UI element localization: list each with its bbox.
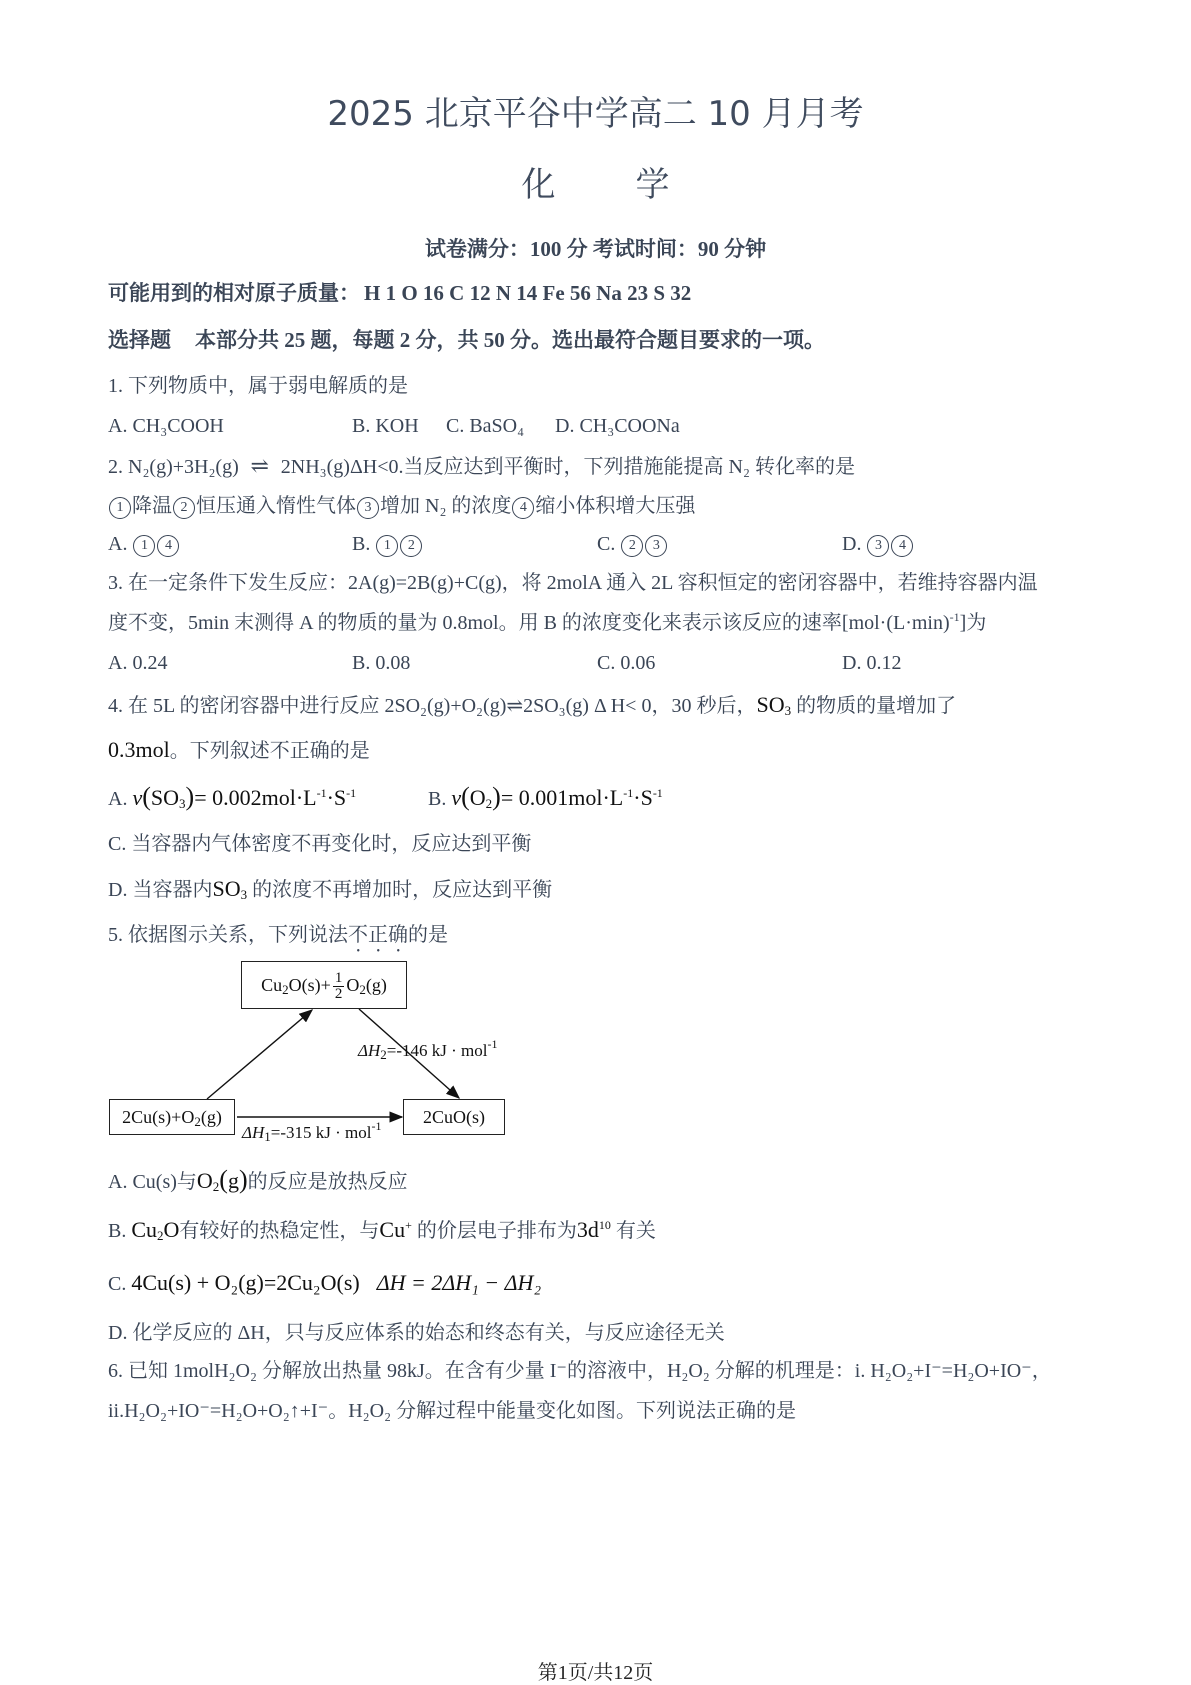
subject-title <box>0 163 1191 207</box>
section-desc: 本部分共 25 题，每题 2 分，共 50 分。选出最符合题目要求的一项。 <box>195 328 825 352</box>
q3-option-d[interactable]: D. 0.12 <box>842 652 902 674</box>
q5-c-enthalpy: ΔH = 2ΔH₁ − ΔH₂ <box>376 1270 542 1295</box>
option-label: D. <box>842 533 862 555</box>
circled-number-icon: 4 <box>157 535 179 557</box>
option-label: B. <box>428 788 447 810</box>
measure-4: 缩小体积增大压强 <box>535 495 696 517</box>
section-header <box>108 327 825 353</box>
q3-unit-exp: -1 <box>949 610 960 624</box>
circled-number-icon: 3 <box>867 535 889 557</box>
option-label: A. <box>108 533 128 555</box>
option-label: A. <box>108 788 128 810</box>
q4-option-a-formula: $v(SO_3)= 0.002mol\cdot L^{-1}\cdot S^{-1}$ <box>132 782 357 811</box>
q5-b-species: $Cu_2O$ <box>131 1217 180 1243</box>
q5-b-config: $3d^{10}$ <box>576 1217 611 1242</box>
q3-option-b[interactable]: B. 0.08 <box>352 652 411 674</box>
question-2-stem <box>108 453 855 480</box>
q5-a-post: 的反应是放热反应 <box>247 1171 408 1193</box>
circled-number-icon: 2 <box>621 535 643 557</box>
q4-d-post: 的浓度不再增加时，反应达到平衡 <box>252 879 553 901</box>
q5-a-pre: A. Cu(s)与 <box>108 1171 197 1193</box>
q4-line1-tail: 的物质的量增加了 <box>796 695 957 717</box>
atomic-mass-values: H 1 O 16 C 12 N 14 Fe 56 Na 23 S 32 <box>364 281 692 305</box>
q2-option-c[interactable] <box>597 531 668 557</box>
option-label: B. <box>352 533 371 555</box>
atomic-mass-line <box>108 280 691 306</box>
q4-species: $SO_3$ <box>756 692 792 718</box>
q5-stem-post: 的是 <box>408 924 448 946</box>
circled-number-icon: 4 <box>512 497 534 519</box>
circled-number-icon: 1 <box>133 535 155 557</box>
q4-option-b-formula: $v(O_2)= 0.001mol\cdot L^{-1}\cdot S^{-1}$ <box>451 782 663 811</box>
q2-option-a[interactable] <box>108 531 180 557</box>
q1-option-d[interactable]: D. CH₃COONa <box>555 415 680 437</box>
q1-option-a[interactable]: A. CH₃COOH <box>108 415 224 437</box>
q5-c-equation: 4Cu(s) + O₂(g)=2Cu₂O(s) <box>131 1270 360 1295</box>
circled-number-icon: 1 <box>376 535 398 557</box>
circled-number-icon: 3 <box>645 535 667 557</box>
q5-b-ion: Cu+ <box>379 1217 412 1242</box>
q4-d-species: $SO_3$ <box>212 876 248 902</box>
q4-option-d[interactable] <box>108 876 552 903</box>
question-5-stem <box>108 922 448 957</box>
question-3-stem-line2 <box>108 610 986 636</box>
circled-number-icon: 3 <box>357 497 379 519</box>
q3-option-a[interactable]: A. 0.24 <box>108 652 168 674</box>
q4-d-pre: D. 当容器内 <box>108 879 213 901</box>
q4-option-a[interactable] <box>108 784 356 812</box>
question-1-stem: 1. 下列物质中，属于弱电解质的是 <box>108 375 408 397</box>
q4-line1-text: 4. 在 5L 的密闭容器中进行反应 2SO₂(g)+O₂(g)⇌2SO₃(g) Δ H< 0，30 秒后， <box>108 695 757 717</box>
q4-option-b[interactable] <box>428 784 663 812</box>
delta-h2-label: $\Delta H_2=-146$ kJ · mol$^{-1}$ <box>358 1037 498 1062</box>
q5-a-species: $O_2(g)$ <box>196 1165 248 1194</box>
q5-option-b[interactable] <box>108 1217 656 1244</box>
q4-option-c[interactable]: C. 当容器内气体密度不再变化时，反应达到平衡 <box>108 833 532 855</box>
q2-measures <box>108 493 695 519</box>
q5-option-c[interactable] <box>108 1270 541 1297</box>
q1-option-b[interactable]: B. KOH <box>352 415 419 437</box>
q2-stem-text: 2NH₃(g)ΔH<0.当反应达到平衡时，下列措施能提高 N₂ 转化率的是 <box>280 456 855 478</box>
option-label: C. <box>108 1273 127 1295</box>
q2-reactants: 2. N₂(g)+3H₂(g) <box>108 456 239 478</box>
subject-char-1: 化 <box>521 165 556 205</box>
q5-b-mid: 有较好的热稳定性，与 <box>179 1220 380 1242</box>
question-3-stem-line1: 3. 在一定条件下发生反应：2A(g)=2B(g)+C(g)，将 2molA 通入 2L 容积恒定的密闭容器中，若维持容器内温 <box>108 572 1038 594</box>
question-6-line2: ii.H₂O₂+IO⁻=H₂O+O₂↑+I⁻。H₂O₂ 分解过程中能量变化如图。下列说法正确的是 <box>108 1400 797 1422</box>
subject-char-2: 学 <box>635 165 670 205</box>
q3-option-c[interactable]: C. 0.06 <box>597 652 656 674</box>
circled-number-icon: 2 <box>173 497 195 519</box>
section-title: 选择题 <box>108 328 171 352</box>
q2-option-b[interactable] <box>352 531 423 557</box>
cu2o-box: $Cu_2O(s)+$ $\frac{1}{2}$ $O_2(g)$ <box>241 961 407 1009</box>
question-4-stem-line1 <box>108 692 956 719</box>
q3-line2-text: 度不变，5min 末测得 A 的物质的量为 0.8mol。用 B 的浓度变化来表示该反应的速率[mol·(L·min) <box>108 612 950 634</box>
question-6-line1: 6. 已知 1molH₂O₂ 分解放出热量 98kJ。在含有少量 I⁻的溶液中，H₂O₂ 分解的机理是：i. H₂O₂+I⁻=H₂O+IO⁻， <box>108 1360 1052 1382</box>
q5-option-a[interactable] <box>108 1167 408 1195</box>
q5-b-mid2: 的价层电子排布为 <box>416 1220 577 1242</box>
q4-amount: 0.3mol <box>108 737 170 762</box>
circled-number-icon: 4 <box>891 535 913 557</box>
q5-option-d[interactable]: D. 化学反应的 ΔH，只与反应体系的始态和终态有关，与反应途径无关 <box>108 1322 725 1344</box>
q4-line2-text: 。下列叙述不正确的是 <box>169 740 370 762</box>
q1-option-c[interactable]: C. BaSO₄ <box>446 415 525 437</box>
exam-meta: 试卷满分：100 分 考试时间：90 分钟 <box>424 237 767 261</box>
page-number: 第1页/共12页 <box>537 1662 654 1684</box>
q5-b-post: 有关 <box>615 1220 656 1242</box>
q5-stem-pre: 5. 依据图示关系，下列说法 <box>108 924 348 946</box>
measure-2: 恒压通入惰性气体 <box>196 495 356 517</box>
measure-3: 增加 N₂ 的浓度 <box>380 495 512 517</box>
question-4-stem-line2 <box>108 737 370 764</box>
exam-title: 2025 北京平谷中学高二 10 月月考 <box>327 94 864 134</box>
q3-line2-tail: ]为 <box>959 612 987 634</box>
measure-1: 降温 <box>132 495 172 517</box>
q5-emphasis: 不正确 <box>348 924 408 946</box>
delta-h1-label: $\Delta H_1=-315$ kJ · mol$^{-1}$ <box>242 1119 382 1144</box>
cu-o2-box: $2Cu(s)+O_2(g)$ <box>109 1099 235 1135</box>
option-label: B. <box>108 1220 127 1242</box>
option-label: C. <box>597 533 616 555</box>
q2-option-d[interactable] <box>842 531 914 557</box>
circled-number-icon: 1 <box>109 497 131 519</box>
equilibrium-arrow-icon: ⇌ <box>250 453 269 478</box>
circled-number-icon: 2 <box>400 535 422 557</box>
cuo-box: 2CuO(s) <box>403 1099 505 1135</box>
atomic-mass-label: 可能用到的相对原子质量： <box>108 281 360 305</box>
enthalpy-cycle-diagram <box>100 955 540 1155</box>
